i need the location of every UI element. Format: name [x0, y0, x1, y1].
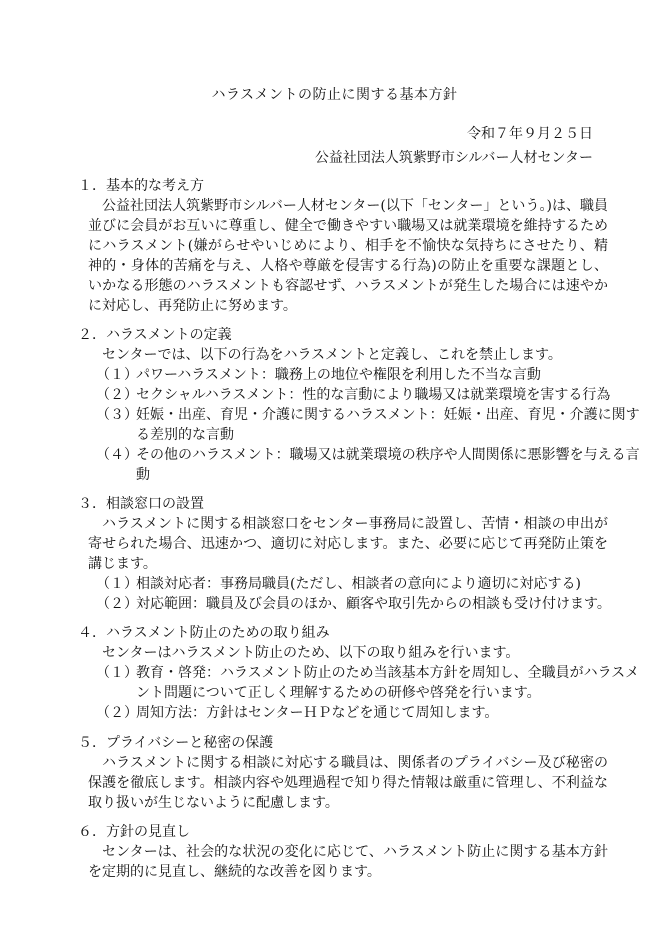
list-marker: （２） — [96, 387, 138, 403]
list-item — [96, 405, 648, 445]
list-marker: （１） — [96, 367, 138, 383]
section-heading: １．基本的な考え方 — [78, 178, 204, 194]
section-heading: ４．ハラスメント防止のための取り組み — [78, 625, 330, 641]
section-heading: ３．相談窓口の設置 — [78, 496, 204, 512]
list-item-text: 相談対応者：事務局職員(ただし、相談者の意向により適切に対応する) — [136, 576, 581, 592]
section-definition — [78, 325, 640, 485]
section-paragraph: センターは、社会的な状況の変化に応じて、ハラスメント防止に関する基本方針を定期的に見直し、継続的な改善を図ります。 — [88, 844, 608, 880]
list-marker: （３） — [96, 407, 138, 423]
section-privacy — [78, 733, 608, 813]
list-item — [96, 574, 648, 594]
list-marker: （１） — [96, 576, 138, 592]
list-item-text: 対応範囲：職員及び会員のほか、顧客や取引先からの相談も受け付けます。 — [136, 596, 611, 612]
section-consultation-desk — [78, 494, 611, 614]
list-item — [96, 385, 648, 405]
section-paragraph: 公益社団法人筑紫野市シルバー人材センター(以下「センター」という。)は、職員並びに会員がお互いに尊重し、健全で働きやすい職場又は就業環境を維持するためにハラスメント(嫌がらせやいじめにより、相手を不愉快な気持ちにさせたり、精神的・身体的苦痛を与え、人格や尊厳を侵害する行為)の防止を重要な課題とし、いかなる形態のハラスメントも容認せず、ハラスメントが発生した場合には速やかに対応し、再発防止に努めます。 — [88, 198, 608, 314]
section-review — [78, 822, 608, 882]
list-item-text: パワーハラスメント：職務上の地位や権限を利用した不当な言動 — [136, 367, 541, 383]
list-marker: （２） — [96, 596, 138, 612]
document-date: 令和７年９月２５日 — [467, 126, 593, 142]
organization-name: 公益社団法人筑紫野市シルバー人材センター — [314, 150, 593, 166]
section-heading: ６．方針の見直し — [78, 824, 190, 840]
list-item-text: 教育・啓発：ハラスメント防止のため当該基本方針を周知し、全職員がハラスメント問題について正しく理解するための研修や啓発を行います。 — [136, 665, 640, 701]
list-item-text: 周知方法：方針はセンターＨＰなどを通じて周知します。 — [136, 705, 499, 721]
list-item — [96, 365, 648, 385]
section-paragraph: センターでは、以下の行為をハラスメントと定義し、これを禁止します。 — [102, 347, 562, 363]
section-paragraph: ハラスメントに関する相談に対応する職員は、関係者のプライバシー及び秘密の保護を徹底します。相談内容や処理過程で知り得た情報は厳重に管理し、不利益な取り扱いが生じないように配慮します。 — [88, 755, 608, 811]
section-heading: ２．ハラスメントの定義 — [78, 327, 232, 343]
list-item — [96, 703, 648, 723]
section-heading: ５．プライバシーと秘密の保護 — [78, 735, 274, 751]
document-title: ハラスメントの防止に関する基本方針 — [211, 87, 458, 103]
section-paragraph: センターはハラスメント防止のため、以下の取り組みを行います。 — [102, 645, 520, 661]
section-prevention-efforts — [78, 623, 640, 723]
list-marker: （４） — [96, 447, 138, 463]
list-item-text: その他のハラスメント：職場又は就業環境の秩序や人間関係に悪影響を与える言動 — [136, 447, 640, 483]
section-paragraph: ハラスメントに関する相談窓口をセンター事務局に設置し、苦情・相談の申出が寄せられた場合、迅速かつ、適切に対応します。また、必要に応じて再発防止策を講じます。 — [88, 516, 608, 572]
section-basic-policy — [78, 176, 608, 316]
list-item-text: セクシャルハラスメント：性的な言動により職場又は就業環境を害する行為 — [136, 387, 611, 403]
list-marker: （１） — [96, 665, 138, 681]
list-item — [96, 445, 648, 485]
list-item — [96, 594, 648, 614]
list-marker: （２） — [96, 705, 138, 721]
list-item — [96, 663, 648, 703]
list-item-text: 妊娠・出産、育児・介護に関するハラスメント：妊娠・出産、育児・介護に関する差別的な言動 — [136, 407, 640, 443]
